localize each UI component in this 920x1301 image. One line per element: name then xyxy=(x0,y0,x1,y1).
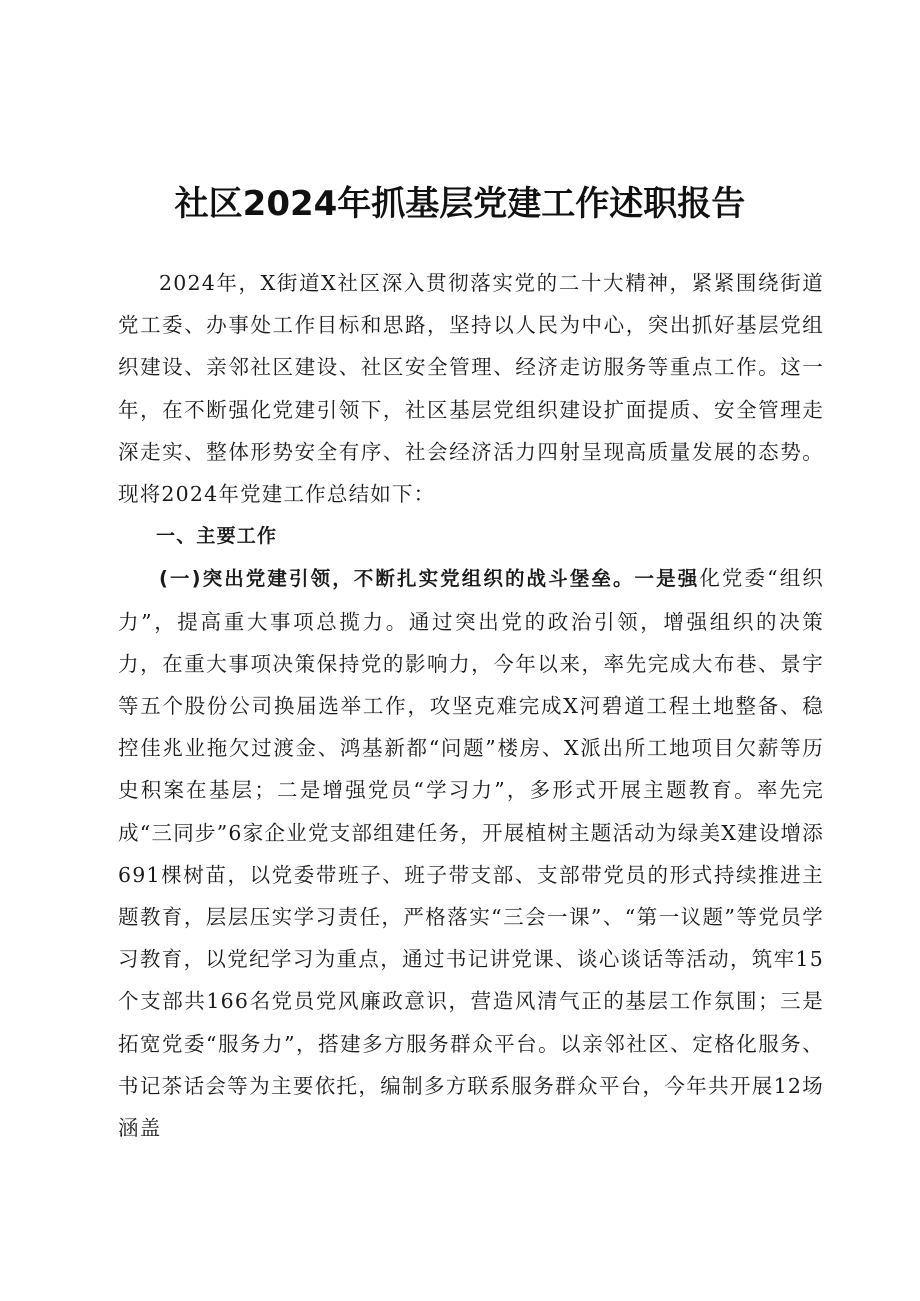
document-body xyxy=(118,262,824,1149)
subsection-paragraph xyxy=(118,557,824,1149)
section-heading: 一、主要工作 xyxy=(156,525,278,548)
intro-paragraph: 2024年，X街道X社区深入贯彻落实党的二十大精神，紧紧围绕街道党工委、办事处工作目标和思路，坚持以人民为中心，突出抓好基层党组织建设、亲邻社区建设、社区安全管理、经济走访服务等重点工作。这一年，在不断强化党建引领下，社区基层党组织建设扩面提质、安全管理走深走实、整体形势安全有序、社会经济活力四射呈现高质量发展的态势。现将2024年党建工作总结如下： xyxy=(118,271,824,507)
subsection-lead: (一)突出党建引领，不断扎实党组织的战斗堡垒。一是强 xyxy=(159,567,700,591)
subsection-body: 化党委“组织力”，提高重大事项总揽力。通过突出党的政治引领，增强组织的决策力，在重大事项决策保持党的影响力，今年以来，率先完成大布巷、景宇等五个股份公司换届选举工作，攻坚克难完成X河碧道工程土地整备、稳控佳兆业拖欠过渡金、鸿基新都“问题”楼房、X派出所工地项目欠薪等历史积案在基层；二是增强党员“学习力”，多形式开展主题教育。率先完成“三同步”6家企业党支部组建任务，开展植树主题活动为绿美X建设增添691棵树苗，以党委带班子、班子带支部、支部带党员的形式持续推进主题教育，层层压实学习责任，严格落实“三会一课”、“第一议题”等党员学习教育，以党纪学习为重点，通过书记讲党课、谈心谈话等活动，筑牢15个支部共166名党员党风廉政意识，营造风清气正的基层工作氛围；三是拓宽党委“服务力”，搭建多方服务群众平台。以亲邻社区、定格化服务、书记茶话会等为主要依托，编制多方联系服务群众平台，今年共开展12场涵盖 xyxy=(118,566,824,1141)
document-title: 社区2024年抓基层党建工作述职报告 xyxy=(174,184,746,224)
